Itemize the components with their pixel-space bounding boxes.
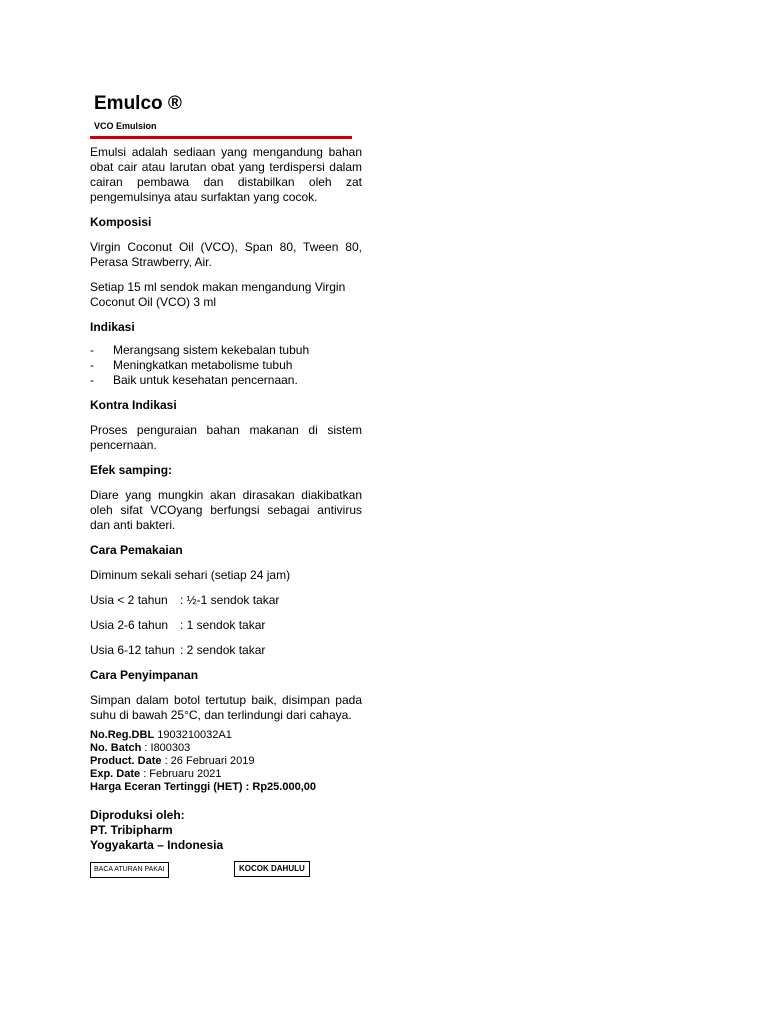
heading-cara-penyimpanan: Cara Penyimpanan (90, 668, 199, 682)
heading-efek-samping: Efek samping: (90, 463, 173, 477)
heading-kontra-indikasi: Kontra Indikasi (90, 398, 177, 412)
product-subtitle: VCO Emulsion (94, 121, 157, 131)
red-divider (90, 136, 352, 139)
dose-row: Usia 2-6 tahun : 1 sendok takar (90, 618, 266, 632)
dose-row: Usia < 2 tahun : ½-1 sendok takar (90, 593, 280, 607)
kontra-text: Proses penguraian bahan makanan di sistem pencernaan. (90, 423, 362, 452)
registration-block: No.Reg.DBL 1903210032A1 No. Batch : I800303 Product. Date : 26 Februari 2019 Exp. Date : Februaru 2021 Harga Eceran Tertinggi (HET) : Rp25.000,00 (90, 729, 316, 793)
product-title: Emulco ® (94, 93, 182, 114)
label-boxes (90, 862, 362, 882)
pemakaian-intro: Diminum sekali sehari (setiap 24 jam) (90, 568, 291, 582)
label-document (90, 92, 362, 882)
read-instructions-box: BACA ATURAN PAKAI (90, 862, 169, 878)
list-item: - Baik untuk kesehatan pencernaan. (90, 373, 298, 387)
penyimpanan-text: Simpan dalam botol tertutup baik, disimpan pada suhu di bawah 25°C, dan terlindungi dari cahaya. (90, 693, 362, 722)
list-item: - Merangsang sistem kekebalan tubuh (90, 343, 310, 357)
heading-indikasi: Indikasi (90, 320, 135, 334)
efek-text: Diare yang mungkin akan dirasakan diakibatkan oleh sifat VCOyang berfungsi sebagai antivirus dan anti bakteri. (90, 488, 362, 532)
dose-row: Usia 6-12 tahun : 2 sendok takar (90, 643, 266, 657)
komposisi-text-1: Virgin Coconut Oil (VCO), Span 80, Tween 80, Perasa Strawberry, Air. (90, 240, 362, 269)
shake-first-box: KOCOK DAHULU (234, 861, 310, 877)
heading-cara-pemakaian: Cara Pemakaian (90, 543, 183, 557)
indikasi-list (90, 343, 362, 388)
list-item: - Meningkatkan metabolisme tubuh (90, 358, 293, 372)
manufacturer-block: Diproduksi oleh: PT. Tribipharm Yogyakarta – Indonesia (90, 808, 224, 852)
intro-paragraph: Emulsi adalah sediaan yang mengandung bahan obat cair atau larutan obat yang terdispersi dalam cairan pembawa dan distabilkan oleh zat pengemulsinya atau surfaktan yang cocok. (90, 145, 362, 204)
heading-komposisi: Komposisi (90, 215, 152, 229)
komposisi-text-2: Setiap 15 ml sendok makan mengandung Virgin Coconut Oil (VCO) 3 ml (90, 280, 346, 309)
